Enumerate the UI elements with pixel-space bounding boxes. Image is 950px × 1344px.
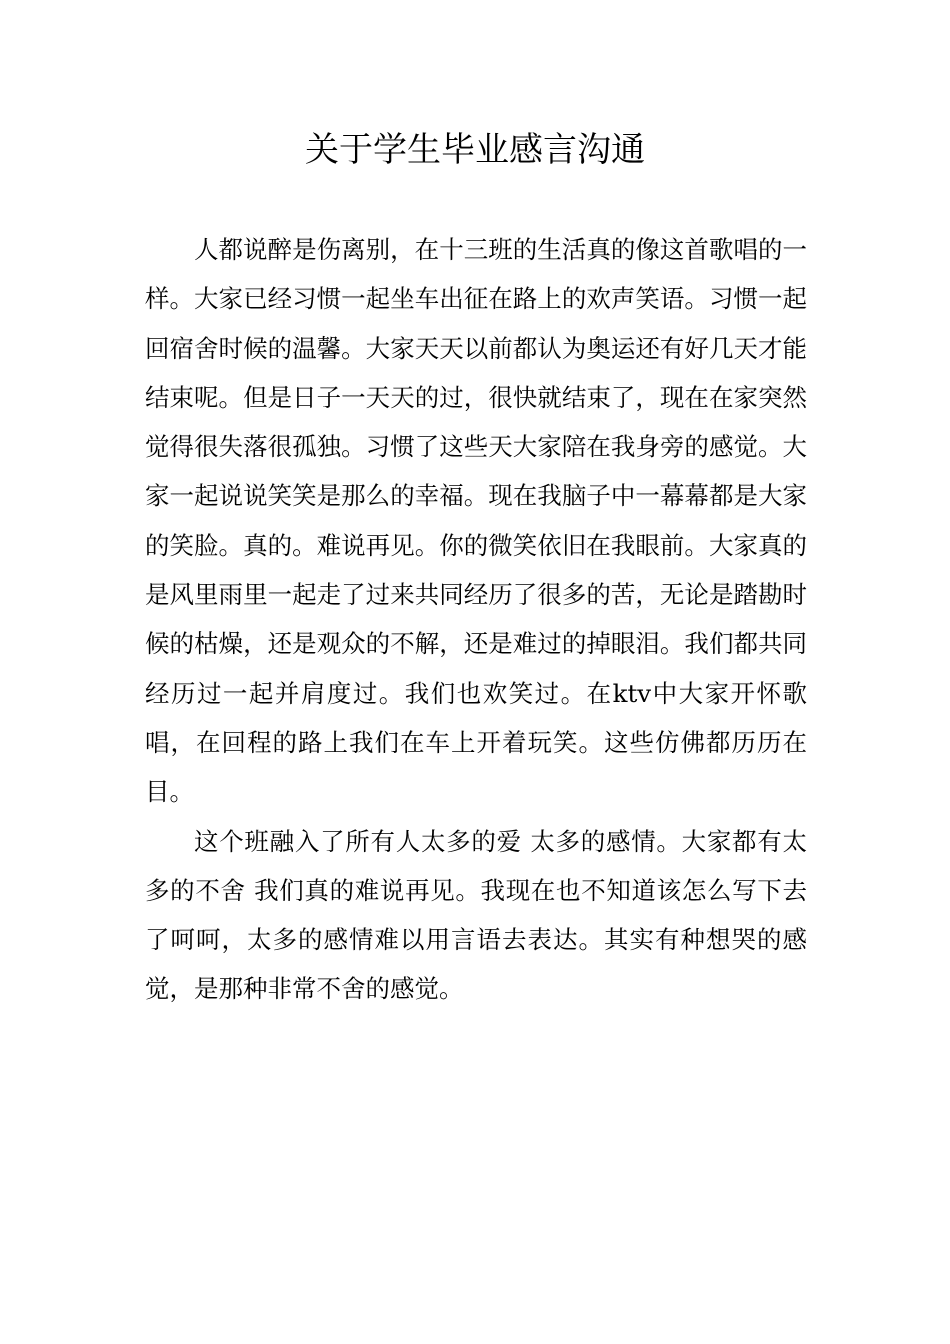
document-body	[145, 225, 807, 1014]
paragraph-1: 人都说醉是伤离别，在十三班的生活真的像这首歌唱的一样。大家已经习惯一起坐车出征在路上的欢声笑语。习惯一起回宿舍时候的温馨。大家天天以前都认为奥运还有好几天才能结束呢。但是日子一天天的过，很快就结束了，现在在家突然觉得很失落很孤独。习惯了这些天大家陪在我身旁的感觉。大家一起说说笑笑是那么的幸福。现在我脑子中一幕幕都是大家的笑脸。真的。难说再见。你的微笑依旧在我眼前。大家真的是风里雨里一起走了过来共同经历了很多的苦，无论是踏勘时候的枯燥，还是观众的不解，还是难过的掉眼泪。我们都共同经历过一起并肩度过。我们也欢笑过。在ktv中大家开怀歌唱，在回程的路上我们在车上开着玩笑。这些仿佛都历历在目。	[145, 235, 807, 807]
document-title: 关于学生毕业感言沟通	[305, 130, 645, 170]
paragraph-2: 这个班融入了所有人太多的爱 太多的感情。大家都有太多的不舍 我们真的难说再见。我现在也不知道该怎么写下去了呵呵，太多的感情难以用言语去表达。其实有种想哭的感觉，是那种非常不舍的感觉。	[145, 826, 807, 1004]
